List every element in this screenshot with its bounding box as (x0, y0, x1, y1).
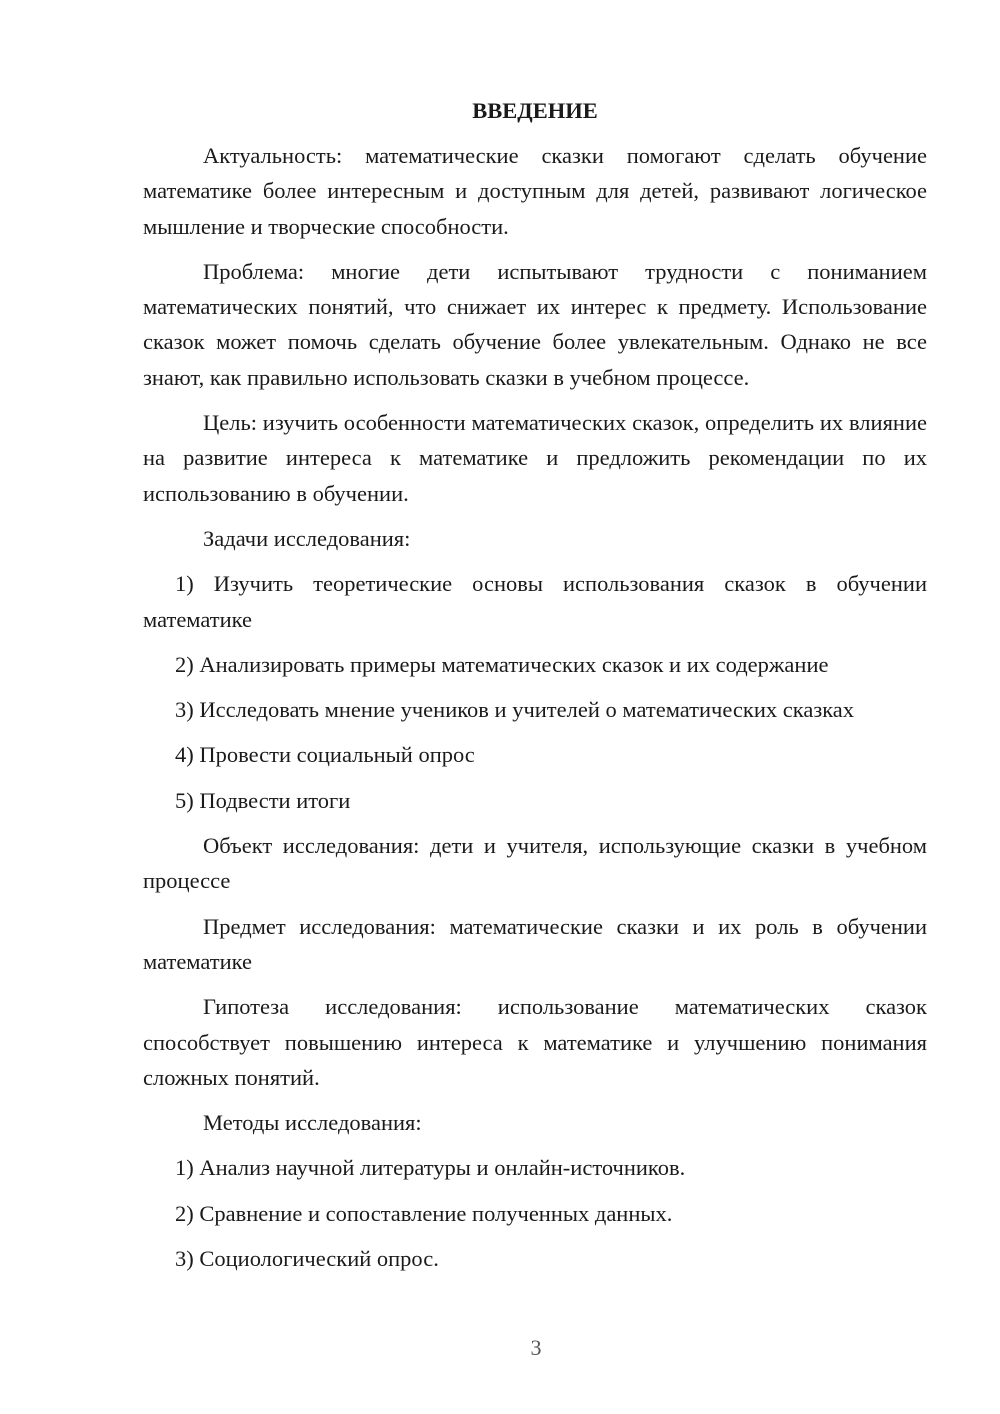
paragraph-object: Объект исследования: дети и учителя, использующие сказки в учебном процессе (143, 833, 927, 894)
methods-heading: Методы исследования: (203, 1110, 422, 1136)
paragraph-problem: Проблема: многие дети испытывают трудности с пониманием математических понятий, что снижает их интерес к предмету. Использование сказок может помочь сделать обучение более увлекательным. Однако не все знают, как правильно использовать сказки в учебном процессе. (143, 258, 927, 390)
page-content (143, 96, 927, 1286)
section-title: ВВЕДЕНИЕ (472, 98, 598, 123)
paragraph-relevance: Актуальность: математические сказки помогают сделать обучение математике более интересным и доступным для детей, развивают логическое мышление и творческие способности. (143, 143, 927, 239)
task-item-1: 1) Изучить теоретические основы использования сказок в обучении математике (143, 571, 927, 632)
method-item-1: 1) Анализ научной литературы и онлайн-источников. (175, 1155, 686, 1181)
paragraph-goal: Цель: изучить особенности математических сказок, определить их влияние на развитие интереса к математике и предложить рекомендации по их использованию в обучении. (143, 410, 927, 506)
task-item-5: 5) Подвести итоги (175, 787, 351, 813)
method-item-2: 2) Сравнение и сопоставление полученных данных. (175, 1200, 673, 1226)
method-item-3: 3) Социологический опрос. (175, 1246, 439, 1272)
tasks-heading: Задачи исследования: (203, 525, 411, 551)
task-item-4: 4) Провести социальный опрос (175, 742, 475, 768)
task-item-3: 3) Исследовать мнение учеников и учителей о математических сказках (175, 697, 855, 723)
paragraph-subject: Предмет исследования: математические сказки и их роль в обучении математике (143, 913, 927, 974)
paragraph-hypothesis: Гипотеза исследования: использование математических сказок способствует повышению интереса к математике и улучшению понимания сложных понятий. (143, 994, 927, 1090)
task-item-2: 2) Анализировать примеры математических сказок и их содержание (175, 651, 829, 677)
page-number: 3 (530, 1335, 542, 1360)
